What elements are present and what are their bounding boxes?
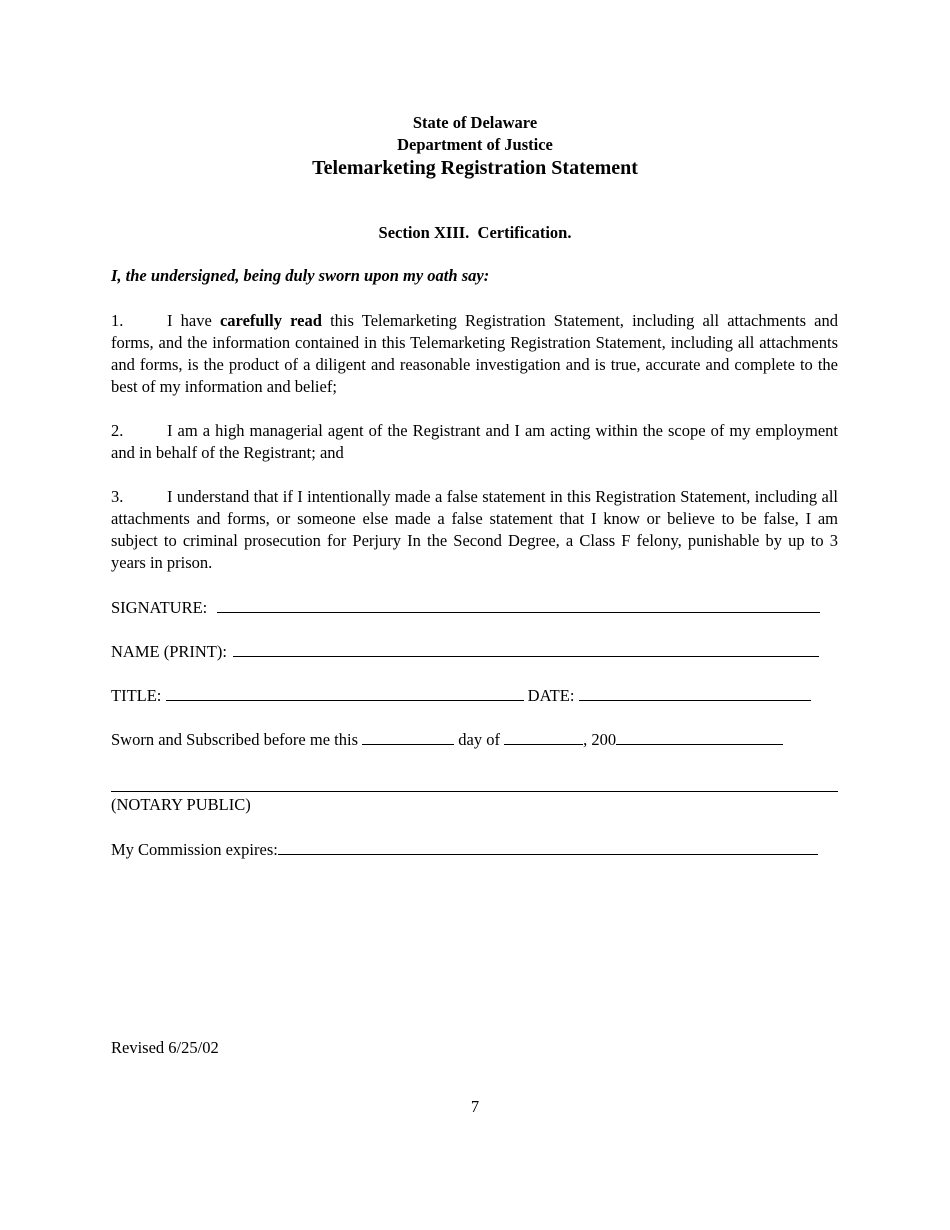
sworn-day-field[interactable]	[362, 728, 454, 745]
notary-label: (NOTARY PUBLIC)	[111, 795, 251, 814]
notary-signature-line[interactable]	[111, 791, 838, 792]
oath-statement: I, the undersigned, being duly sworn upon my oath say:	[111, 266, 490, 285]
signature-label: SIGNATURE:	[111, 598, 208, 617]
date-field[interactable]	[579, 684, 811, 701]
signature-row	[111, 596, 820, 618]
department-heading: Department of Justice	[397, 135, 553, 154]
title-label: TITLE:	[111, 686, 162, 705]
signature-field[interactable]	[217, 596, 820, 613]
item-text-lead: I have	[167, 311, 220, 330]
state-heading: State of Delaware	[412, 113, 538, 132]
sworn-day-label: day of	[458, 730, 500, 749]
sworn-row	[111, 728, 783, 750]
item-text: I understand that if I intentionally made a false statement in this Registration Statement, including all attachments and forms, or someone else made a false statement that I know or believe to be false, I am subject to criminal prosecution for Perjury In the Second Degree, a Class F felony, punishable by up to 3 years in prison.	[111, 487, 838, 572]
page-number: 7	[470, 1097, 480, 1116]
title-date-row	[111, 684, 811, 706]
commission-expires-field[interactable]	[278, 838, 818, 855]
sworn-prefix: Sworn and Subscribed before me this	[111, 730, 358, 749]
name-print-field[interactable]	[233, 640, 819, 657]
certification-item-1	[111, 310, 838, 398]
section-heading: Section XIII. Certification.	[378, 223, 572, 242]
certification-item-2	[111, 420, 838, 464]
certification-item-3	[111, 486, 838, 574]
name-row	[111, 640, 819, 662]
commission-row	[111, 838, 818, 860]
commission-label: My Commission expires:	[111, 840, 278, 859]
title-field[interactable]	[166, 684, 524, 701]
item-text: I am a high managerial agent of the Registrant and I am acting within the scope of my employment and in behalf of the Registrant; and	[111, 421, 838, 462]
name-label: NAME (PRINT):	[111, 642, 227, 661]
sworn-year-field[interactable]	[616, 728, 783, 745]
item-number: 3.	[111, 487, 124, 506]
item-text: this Telemarketing Registration Statement, including all attachments and forms, and the information contained in this Telemarketing Registration Statement, including all attachments and forms, is the product of a diligent and reasonable investigation and is true, accurate and complete to the best of my information and belief;	[111, 311, 838, 396]
sworn-year-prefix: , 200	[583, 730, 617, 749]
document-title: Telemarketing Registration Statement	[312, 157, 638, 179]
date-label: DATE:	[527, 686, 575, 705]
item-number: 1.	[111, 311, 124, 330]
sworn-month-field[interactable]	[504, 728, 583, 745]
item-emphasis: carefully read	[219, 311, 322, 330]
item-number: 2.	[111, 421, 124, 440]
revised-date: Revised 6/25/02	[111, 1038, 219, 1057]
